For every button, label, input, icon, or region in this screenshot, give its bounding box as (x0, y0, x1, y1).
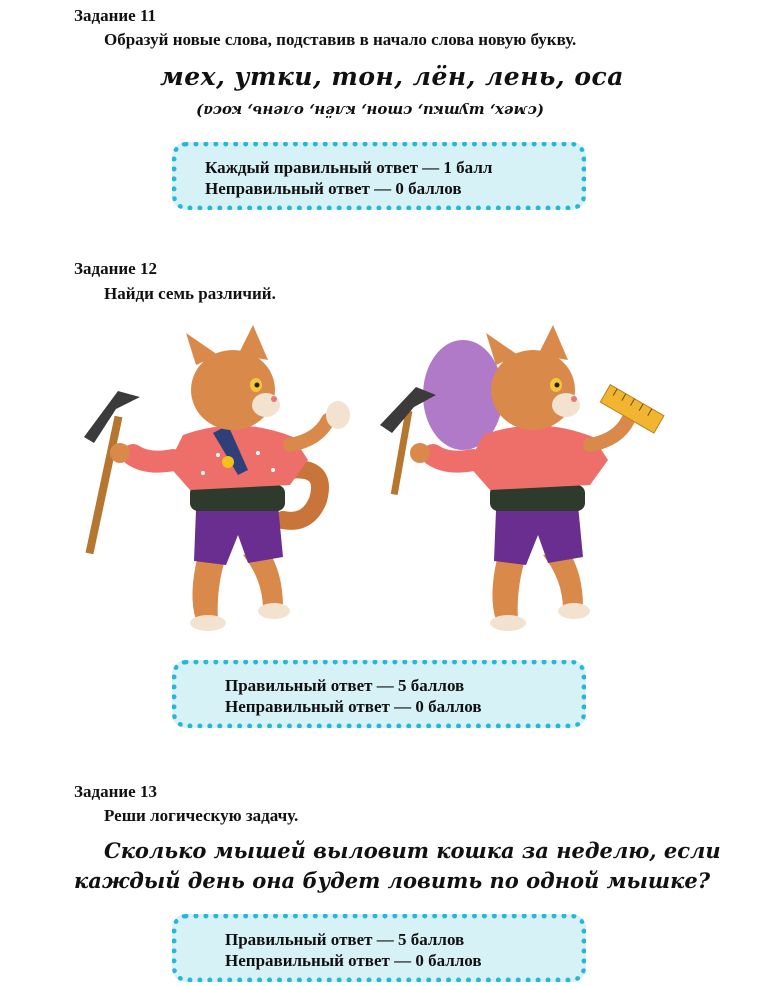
kitten-right-image (378, 325, 668, 640)
task-13-score-box (172, 914, 586, 982)
task-13-title: Задание 13 (74, 782, 157, 801)
task-11-score-box (172, 142, 586, 210)
score-wrong-text: Неправильный ответ — 0 баллов (205, 179, 462, 198)
task-11-answers-wrap (170, 98, 570, 124)
task-13-question-line-2: каждый день она будет ловить по одной мышке? (74, 868, 711, 893)
task-12-instruction: Найди семь различий. (104, 284, 276, 303)
task-12-title: Задание 12 (74, 259, 157, 278)
score-correct-text: Правильный ответ — 5 баллов (225, 930, 465, 949)
task-11-instruction: Образуй новые слова, подставив в начало слова новую букву. (104, 30, 577, 49)
score-wrong-text: Неправильный ответ — 0 баллов (225, 697, 482, 716)
task-13-instruction: Реши логическую задачу. (104, 806, 299, 825)
task-11-title: Задание 11 (74, 6, 157, 25)
task-11-words: мех, утки, тон, лён, лень, оса (160, 62, 624, 91)
kitten-left-image (78, 325, 368, 640)
score-wrong-text: Неправильный ответ — 0 баллов (225, 951, 482, 970)
score-correct-text: Правильный ответ — 5 баллов (225, 676, 465, 695)
pickaxe-icon (84, 391, 140, 554)
task-13-question-line-1: Сколько мышей выловит кошка за неделю, если (104, 838, 721, 863)
task-12-score-box (172, 660, 586, 728)
task-11-answers-upside-down: (смех, шутки, стон, клён, олень, коса) (196, 102, 544, 120)
score-correct-text: Каждый правильный ответ — 1 балл (205, 158, 493, 177)
